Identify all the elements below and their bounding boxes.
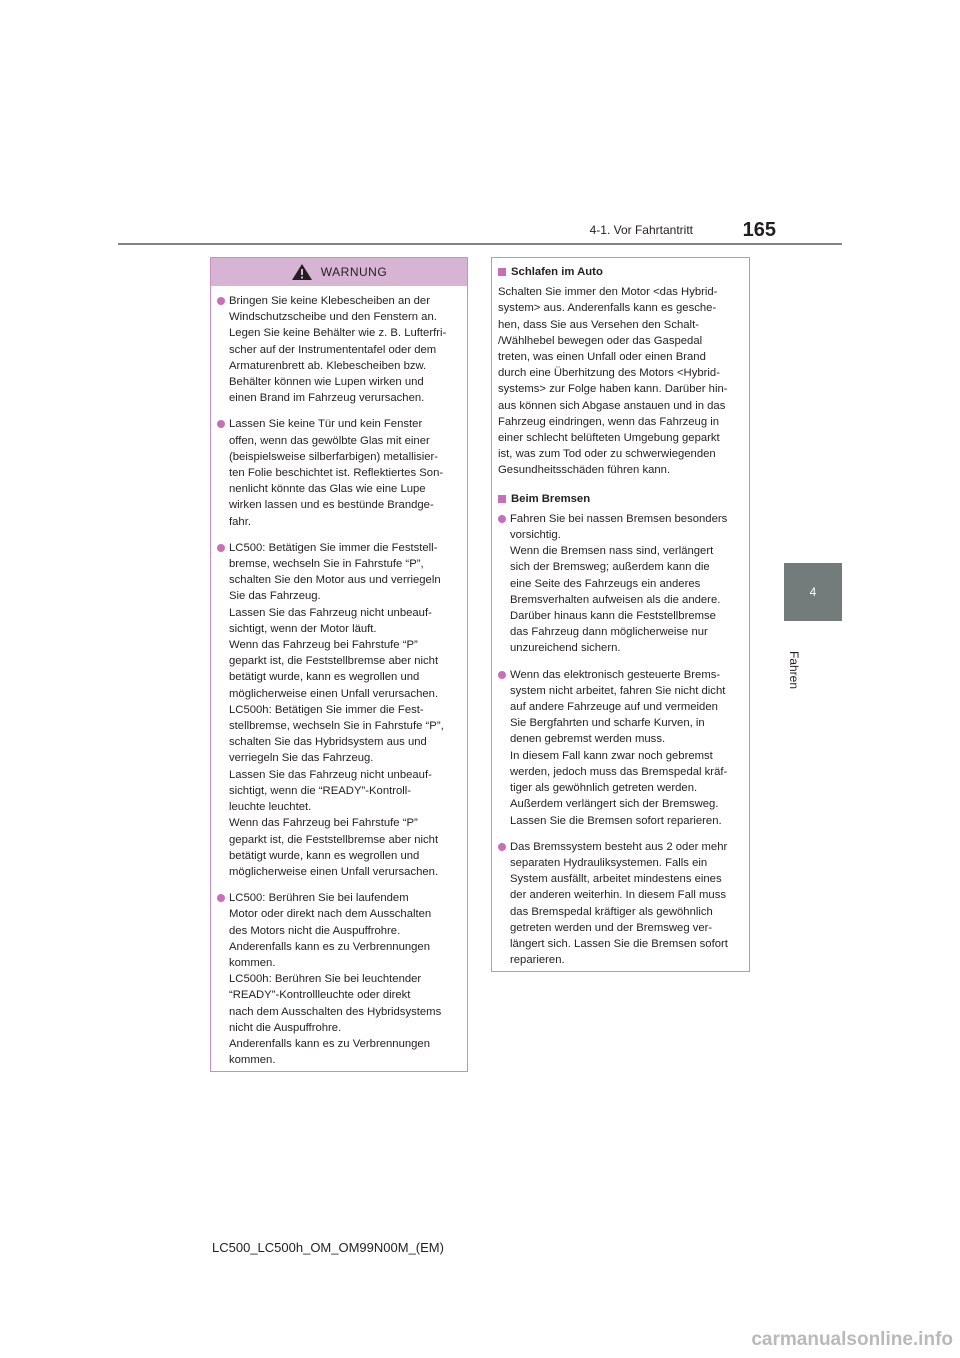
bullet-icon: [498, 515, 506, 523]
header-rule: [118, 243, 842, 245]
section-heading-text: Schlafen im Auto: [511, 266, 603, 278]
braking-item-text: Das Bremssystem besteht aus 2 oder mehr separaten Hydrauliksystemen. Falls ein System ausfällt, arbeitet mindestens eines der anderen weiterhin. In diesem Fall muss das Bremspedal kräftiger als gewöhnlich getreten werden und der Bremsweg ver- längert sich. Lassen Sie die Bremsen sofort reparieren.: [510, 840, 728, 967]
warning-box: [210, 257, 468, 1072]
bullet-icon: [498, 671, 506, 679]
section-heading-sleeping: [498, 264, 741, 280]
warning-item: [217, 890, 459, 1068]
braking-item: [498, 667, 741, 829]
braking-item-text: Fahren Sie bei nassen Bremsen besonders vorsichtig. Wenn die Bremsen nass sind, verlängert sich der Bremsweg; außerdem kann die eine Seite des Fahrzeugs ein anderes Bremsverhalten aufweisen als die andere. Darüber hinaus kann die Feststellbremse das Fahrzeug dann möglicherweise nur unzureichend sichern.: [510, 512, 728, 655]
warning-title: WARNUNG: [320, 265, 388, 279]
section-heading-text: Beim Bremsen: [511, 492, 591, 505]
bullet-icon: [217, 894, 225, 902]
warning-item: [217, 540, 459, 880]
chapter-label: Fahren: [787, 650, 801, 690]
warning-header: [211, 258, 467, 286]
watermark: carmanualsonline.info: [751, 1329, 953, 1350]
square-bullet-icon: [498, 268, 506, 276]
bullet-icon: [217, 420, 225, 428]
braking-item: [498, 511, 741, 657]
braking-item-text: Wenn das elektronisch gesteuerte Brems- system nicht arbeitet, fahren Sie nicht dicht auf andere Fahrzeuge auf und vermeiden Sie Bergfahrten und scharfe Kurven, in denen gebremst werden muss. In diesem Fall kann zwar noch gebremst werden, jedoch muss das Bremspedal kräf- tiger als gewöhnlich getreten werden. Außerdem verlängert sich der Bremsweg. Lassen Sie die Bremsen sofort reparieren.: [510, 668, 728, 827]
braking-item: [498, 839, 741, 969]
warning-list: [211, 286, 467, 1068]
square-bullet-icon: [498, 495, 506, 503]
warning-item-text: LC500: Betätigen Sie immer die Feststell- bremse, wechseln Sie in Fahrstufe “P”, schalten Sie den Motor aus und verriegeln Sie das Fahrzeug. Lassen Sie das Fahrzeug nicht unbeauf- sichtigt, wenn der Motor läuft. Wenn das Fahrzeug bei Fahrstufe “P” geparkt ist, die Feststellbremse aber nicht betätigt wurde, kann es wegrollen und möglicherweise einen Unfall verursachen. LC500h: Betätigen Sie immer die Fest- stellbremse, wechseln Sie in Fahrstufe “P”, schalten Sie das Hybridsystem aus und verriegeln Sie das Fahrzeug. Lassen Sie das Fahrzeug nicht unbeauf- sichtigt, wenn die “READY”-Kontroll- leuchte leuchtet. Wenn das Fahrzeug bei Fahrstufe “P” geparkt ist, die Feststellbremse aber nicht betätigt wurde, kann es wegrollen und möglicherweise einen Unfall verursachen.: [229, 541, 444, 878]
page-number: 165: [742, 219, 776, 241]
bullet-icon: [217, 544, 225, 552]
bullet-icon: [498, 843, 506, 851]
document-code: LC500_LC500h_OM_OM99N00M_(EM): [212, 1240, 444, 1255]
info-box: [491, 257, 750, 972]
sleeping-paragraph: Schalten Sie immer den Motor <das Hybrid- system> aus. Anderenfalls kann es gesche- hen, dass Sie aus Versehen den Schalt- /Wählhebel bewegen oder das Gaspedal treten, was einen Unfall oder einen Brand durch eine Überhitzung des Motors <Hybrid- systems> zur Folge haben kann. Darüber hin- aus können sich Abgase anstauen und in das Fahrzeug eindringen, wenn das Fahrzeug in einer schlecht belüfteten Umgebung geparkt ist, was zum Tod oder zu schwerwiegenden Gesundheitsschäden führen kann.: [498, 286, 728, 477]
warning-item-text: Bringen Sie keine Klebescheiben an der Windschutzscheibe und den Fenstern an. Legen Sie keine Behälter wie z. B. Lufterfri- scher auf der Instrumententafel oder dem Armaturenbrett ab. Klebescheiben bzw. Behälter können wie Lupen wirken und einen Brand im Fahrzeug verursachen.: [229, 295, 447, 405]
section-title: 4-1. Vor Fahrtantritt: [589, 223, 693, 237]
warning-item-text: LC500: Berühren Sie bei laufendem Motor oder direkt nach dem Ausschalten des Motors nicht die Auspuffrohre. Anderenfalls kann es zu Verbrennungen kommen. LC500h: Berühren Sie bei leuchtender “READY”-Kontrollleuchte oder direkt nach dem Ausschalten des Hybridsystems nicht die Auspuffrohre. Anderenfalls kann es zu Verbrennungen kommen.: [229, 892, 442, 1067]
warning-item: [217, 416, 459, 529]
warning-item: [217, 293, 459, 406]
warning-item-text: Lassen Sie keine Tür und kein Fenster offen, wenn das gewölbte Glas mit einer (beispielsweise silberfarbigen) metallisier- ten Folie beschichtet ist. Reflektiertes Son- nenlicht könnte das Glas wie eine Lupe wirken lassen und es bestünde Brandge- fahr.: [229, 418, 444, 528]
section-heading-braking: [498, 491, 741, 507]
warning-triangle-icon: [291, 263, 313, 281]
bullet-icon: [217, 297, 225, 305]
chapter-tab: 4: [784, 563, 842, 621]
